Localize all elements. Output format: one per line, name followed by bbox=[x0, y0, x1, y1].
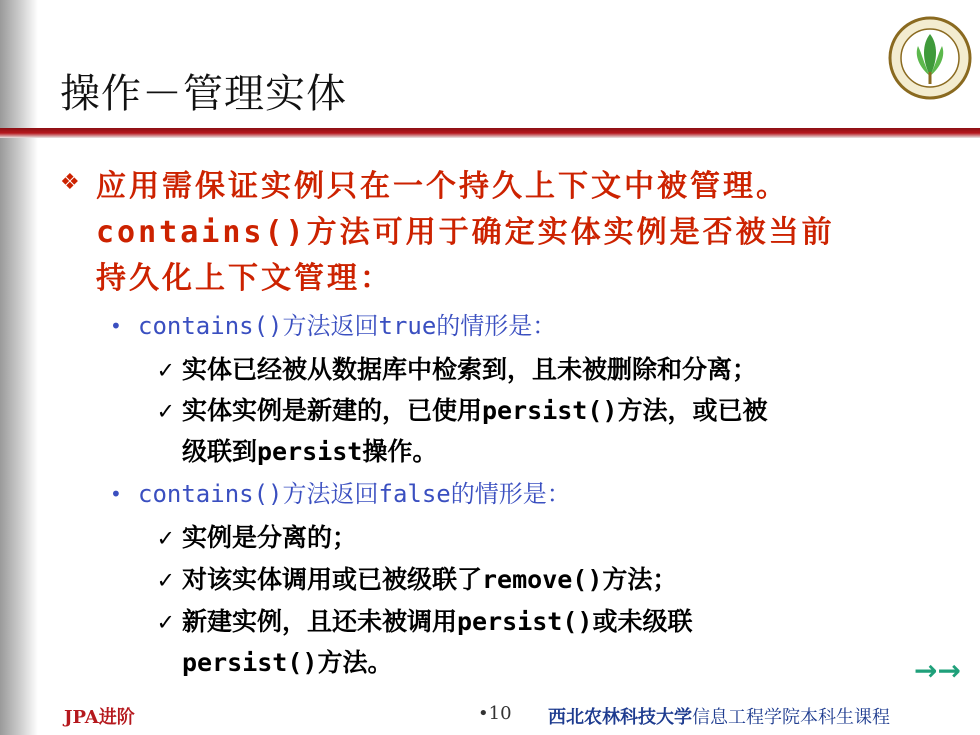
sub2-item: ✓ 新建实例，且还未被调用persist()或未级联 bbox=[158, 602, 938, 642]
bullet-diamond-icon: ❖ bbox=[60, 170, 80, 195]
slide-title: 操作－管理实体 bbox=[60, 71, 347, 117]
sub-bullet-dot: • bbox=[110, 482, 122, 506]
sub1-item-continued: 级联到persist操作。 bbox=[182, 437, 438, 466]
sub1-item: ✓ 实体已经被从数据库中检索到，且未被删除和分离； bbox=[158, 350, 938, 390]
checkmark-icon: ✓ bbox=[158, 565, 174, 594]
sub2-item: ✓ 对该实体调用或已被级联了remove()方法； bbox=[158, 560, 938, 600]
point1-line3: 持久化上下文管理： bbox=[96, 261, 393, 296]
footer-course-name: JPA进阶 bbox=[64, 707, 135, 728]
checkmark-icon: ✓ bbox=[158, 607, 174, 636]
sub1-item: ✓ 实体实例是新建的，已使用persist()方法，或已被 bbox=[158, 391, 938, 431]
sub1-label: contains()方法返回true的情形是： bbox=[138, 312, 557, 340]
page-number: •10 bbox=[478, 703, 512, 724]
left-gradient-bar bbox=[0, 0, 38, 735]
next-slide-arrows-icon[interactable]: →→ bbox=[914, 654, 961, 687]
point1-line2: contains()方法可用于确定实体实例是否被当前 bbox=[96, 215, 835, 250]
point1-line1: 应用需保证实例只在一个持久上下文中被管理。 bbox=[96, 169, 789, 204]
checkmark-icon: ✓ bbox=[158, 523, 174, 552]
university-name: 西北农林科技大学 bbox=[548, 707, 692, 728]
footer-institution bbox=[548, 703, 890, 729]
sub2-item: ✓ 实例是分离的； bbox=[158, 518, 938, 558]
sub-bullet-dot: • bbox=[110, 314, 122, 338]
department-name: 信息工程学院本科生课程 bbox=[692, 707, 890, 728]
university-logo-icon bbox=[888, 16, 972, 100]
title-divider bbox=[0, 128, 980, 138]
checkmark-icon: ✓ bbox=[158, 396, 174, 425]
checkmark-icon: ✓ bbox=[158, 355, 174, 384]
sub2-item-continued: persist()方法。 bbox=[182, 648, 393, 677]
sub2-label: contains()方法返回false的情形是： bbox=[138, 480, 571, 508]
